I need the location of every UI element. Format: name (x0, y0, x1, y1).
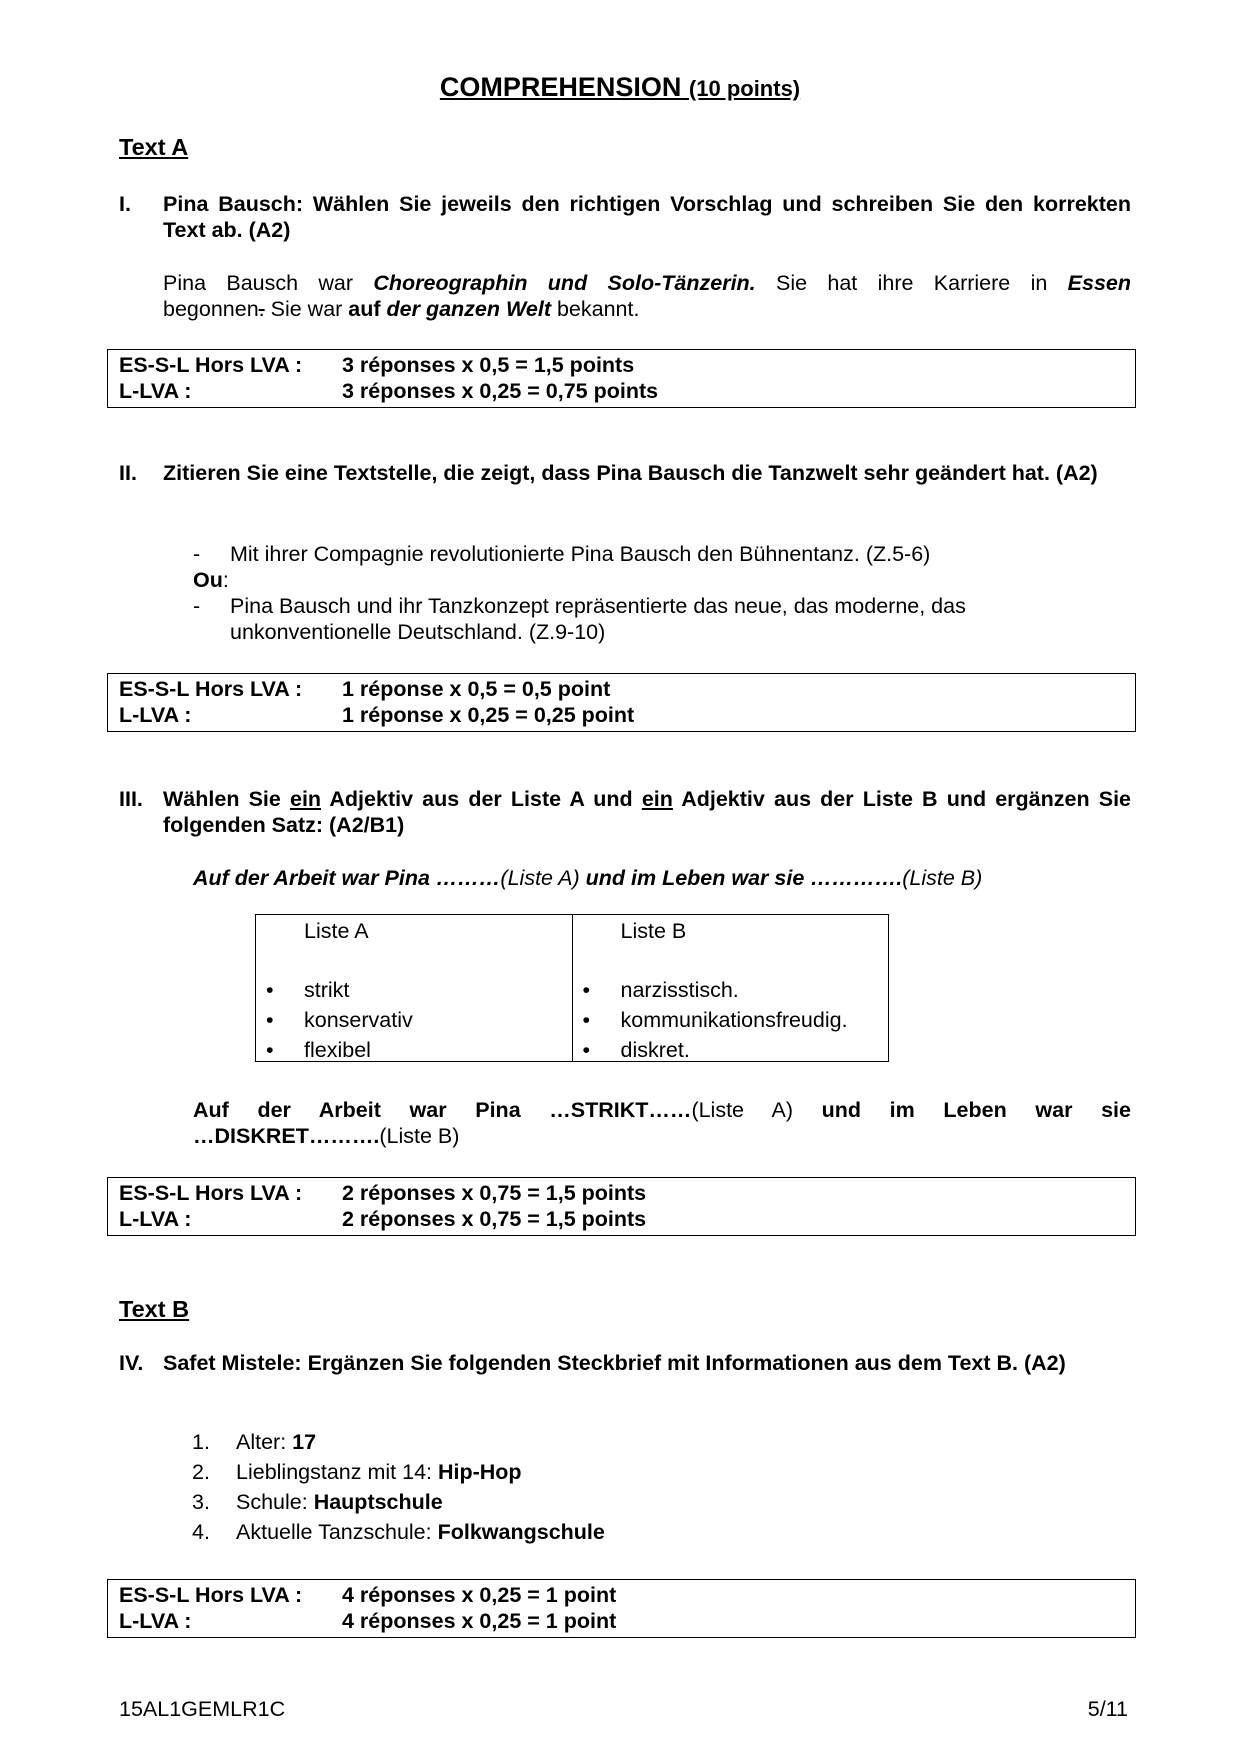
scoring-value: 1 réponse x 0,25 = 0,25 point (342, 703, 635, 727)
scoring-label: ES-S-L Hors LVA : (119, 1181, 303, 1205)
liste-b-cell: Liste B • narzisstisch. • kommunikationsfreudig. • diskret. (572, 915, 889, 1062)
scoring-value: 3 réponses x 0,25 = 0,75 points (342, 379, 659, 403)
scoring-label: L-LVA : (119, 703, 192, 727)
footer-code: 15AL1GEMLR1C (119, 1697, 286, 1721)
liste-a-cell: Liste A • strikt • konservativ • flexibel (256, 915, 573, 1062)
scoring-value: 2 réponses x 0,75 = 1,5 points (342, 1181, 647, 1205)
liste-a-item: strikt (304, 978, 350, 1002)
scoring-box (107, 1579, 1136, 1638)
scoring-value: 1 réponse x 0,5 = 0,5 point (342, 677, 611, 701)
page-title: COMPREHENSION (10 points) (439, 72, 801, 102)
question-3 (119, 786, 1131, 838)
question-text: Safet Mistele: Ergänzen Sie folgenden Steckbrief mit Informationen aus dem Text B. (A2) (163, 1351, 1066, 1375)
scoring-box (107, 349, 1136, 408)
liste-a-heading: Liste A (304, 919, 369, 943)
question-number: IV. (119, 1351, 144, 1375)
scoring-value: 4 réponses x 0,25 = 1 point (342, 1583, 617, 1607)
profile-item: Schule: Hauptschule (236, 1490, 443, 1514)
question-number: II. (119, 461, 137, 485)
scoring-label: L-LVA : (119, 379, 192, 403)
liste-a-item: flexibel (304, 1038, 371, 1062)
scoring-box (107, 1177, 1136, 1236)
answer-line-1: Pina Bausch war Choreographin und Solo-Tänzerin. Sie hat ihre Karriere in Essen (163, 271, 1132, 295)
question-number: III. (119, 787, 143, 811)
question-text: Zitieren Sie eine Textstelle, die zeigt, dass Pina Bausch die Tanzwelt sehr geändert hat. (A2) (163, 461, 1098, 485)
question-number: I. (119, 192, 131, 216)
scoring-label: ES-S-L Hors LVA : (119, 1583, 303, 1607)
profile-item: Lieblingstanz mit 14: Hip-Hop (236, 1460, 522, 1484)
scoring-value: 3 réponses x 0,5 = 1,5 points (342, 353, 635, 377)
section-heading-text-b: Text B (119, 1296, 190, 1322)
profile-list: 1. Alter: 17 2. Lieblingstanz mit 14: Hip-Hop 3. Schule: Hauptschule 4. Aktuelle Tanzschule: Folkwangschule (192, 1430, 605, 1544)
liste-a-item: konservativ (304, 1008, 413, 1032)
question-4 (119, 1350, 1131, 1376)
scoring-value: 4 réponses x 0,25 = 1 point (342, 1609, 617, 1633)
answer-or: Ou: (193, 568, 229, 592)
profile-item: Aktuelle Tanzschule: Folkwangschule (236, 1520, 605, 1544)
gap-sentence: Auf der Arbeit war Pina ………(Liste A) und im Leben war sie ………….(Liste B) (193, 866, 983, 890)
scoring-value: 2 réponses x 0,75 = 1,5 points (342, 1207, 647, 1231)
liste-b-heading: Liste B (620, 919, 687, 943)
page-number: 5/11 (1087, 1697, 1128, 1721)
liste-b-item: diskret. (620, 1038, 690, 1062)
answer-item-1: - Mit ihrer Compagnie revolutionierte Pina Bausch den Bühnentanz. (Z.5-6) (193, 542, 931, 566)
gap-sentence-answer: Auf der Arbeit war Pina …STRIKT……(Liste A) und im Leben war sie …DISKRET……….(Liste B) (193, 1098, 1131, 1148)
scoring-label: L-LVA : (119, 1609, 192, 1633)
answer-paragraph (163, 270, 1131, 322)
question-2 (119, 460, 1131, 486)
answer-list (193, 541, 1093, 645)
liste-b-item: narzisstisch. (620, 978, 739, 1002)
scoring-box (107, 673, 1136, 732)
profile-item: Alter: 17 (236, 1430, 317, 1454)
answer-line-2: begonnen. Sie war auf der ganzen Welt bekannt. (163, 297, 640, 321)
scoring-label: ES-S-L Hors LVA : (119, 353, 303, 377)
adjective-lists-table (255, 914, 889, 1062)
answer-item-2: - Pina Bausch und ihr Tanzkonzept repräsentierte das neue, das moderne, das unkonventionelle Deutschland. (Z.9-10) (193, 594, 966, 644)
question-1 (119, 191, 1131, 243)
question-text: Pina Bausch: Wählen Sie jeweils den richtigen Vorschlag und schreiben Sie den korrekten Text ab. (A2) (163, 192, 1131, 242)
scoring-label: L-LVA : (119, 1207, 192, 1231)
title-points: (10 points) (688, 76, 801, 101)
section-heading-text-a: Text A (119, 134, 189, 160)
question-text: Wählen Sie ein Adjektiv aus der Liste A und ein Adjektiv aus der Liste B und ergänzen Sie folgenden Satz: (A2/B1) (163, 787, 1132, 837)
scoring-label: ES-S-L Hors LVA : (119, 677, 303, 701)
liste-b-item: kommunikationsfreudig. (620, 1008, 848, 1032)
